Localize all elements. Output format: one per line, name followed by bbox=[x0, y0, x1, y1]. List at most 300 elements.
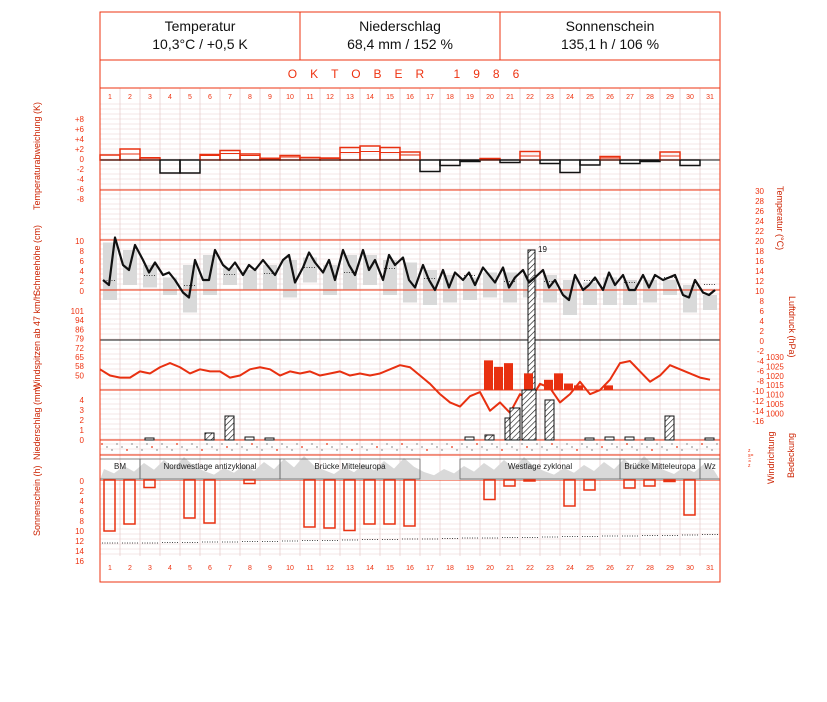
day-label-bottom: 9 bbox=[268, 565, 272, 572]
tick-label-deviation: -8 bbox=[76, 195, 84, 204]
day-label-bottom: 27 bbox=[626, 565, 634, 572]
summary-title-sunshine: Sonnenschein bbox=[565, 18, 655, 34]
precipitation-bar bbox=[665, 416, 674, 440]
temperature-range-bar bbox=[463, 278, 477, 301]
precipitation-bar bbox=[645, 438, 654, 440]
wind-direction-mark bbox=[551, 443, 553, 445]
tick-label-sunshine: 16 bbox=[75, 557, 84, 566]
day-label-top: 6 bbox=[208, 94, 212, 101]
day-label-bottom: 10 bbox=[286, 565, 294, 572]
wind-direction-mark bbox=[506, 443, 508, 445]
weather-type-label: Brücke Mitteleuropa bbox=[314, 462, 386, 471]
tick-label-sunshine: 10 bbox=[75, 527, 84, 536]
sunshine-bar bbox=[664, 480, 675, 482]
tick-label-pressure: 1010 bbox=[766, 390, 784, 400]
tick-label-deviation: 0 bbox=[79, 155, 84, 164]
summary-title-precipitation: Niederschlag bbox=[359, 18, 441, 34]
day-label-bottom: 17 bbox=[426, 565, 434, 572]
wind-direction-mark bbox=[696, 449, 698, 451]
tick-label-precip: 1 bbox=[79, 426, 84, 435]
tick-label-snow: 10 bbox=[75, 237, 84, 246]
wind-direction-row bbox=[101, 443, 718, 451]
day-label-bottom: 22 bbox=[526, 565, 534, 572]
axis-title-snow-depth: Schneehöhe (cm) bbox=[32, 224, 42, 296]
day-label-top: 17 bbox=[426, 94, 434, 101]
tick-label-gusts: 86 bbox=[75, 325, 84, 335]
wind-direction-mark bbox=[191, 443, 193, 445]
wind-direction-mark bbox=[446, 443, 448, 445]
sunshine-bar bbox=[484, 480, 495, 500]
weather-type-label: Brücke Mitteleuropa bbox=[624, 462, 696, 471]
precipitation-bar bbox=[522, 390, 536, 440]
tick-label-temperature: 26 bbox=[755, 207, 764, 216]
wind-direction-mark bbox=[176, 443, 178, 445]
wind-direction-mark bbox=[586, 446, 588, 448]
summary-precipitation bbox=[300, 14, 500, 58]
tick-label-temperature: -12 bbox=[752, 397, 764, 406]
wind-direction-mark bbox=[366, 449, 368, 451]
wind-gust-bar bbox=[554, 373, 563, 390]
wind-gusts bbox=[484, 360, 613, 390]
precipitation-bar bbox=[465, 437, 474, 440]
wind-gust-bar bbox=[494, 367, 503, 390]
wind-direction-mark bbox=[701, 443, 703, 445]
wind-direction-mark bbox=[671, 443, 673, 445]
wind-direction-mark bbox=[111, 449, 113, 451]
day-label-bottom: 25 bbox=[586, 565, 594, 572]
deviation-negative-bar bbox=[440, 160, 460, 166]
wind-direction-mark bbox=[226, 446, 228, 448]
day-label-bottom: 20 bbox=[486, 565, 494, 572]
tick-label-gusts: 79 bbox=[75, 334, 84, 344]
day-label-top: 3 bbox=[148, 94, 152, 101]
wind-direction-mark bbox=[421, 446, 423, 448]
wind-direction-mark bbox=[161, 443, 163, 445]
deviation-negative-bar bbox=[180, 160, 200, 173]
tick-label-sunshine: 14 bbox=[75, 547, 84, 556]
wind-direction-mark bbox=[291, 449, 293, 451]
day-label-bottom: 6 bbox=[208, 565, 212, 572]
axis-title-precip: Niederschlag (mm) bbox=[32, 383, 42, 460]
day-label-top: 22 bbox=[526, 94, 534, 101]
wind-direction-mark bbox=[426, 449, 428, 451]
tick-label-snow: 6 bbox=[79, 257, 84, 266]
wind-direction-mark bbox=[151, 446, 153, 448]
wind-direction-mark bbox=[116, 443, 118, 445]
wind-direction-mark bbox=[121, 446, 123, 448]
tick-label-temperature: -16 bbox=[752, 417, 764, 426]
tick-label-wind-dir: z bbox=[748, 463, 751, 469]
tick-label-sunshine: 8 bbox=[79, 517, 84, 526]
tick-label-pressure: 1030 bbox=[766, 353, 784, 362]
deviation-normal-line bbox=[100, 152, 720, 161]
tick-label-wind-dir: Ξ bbox=[748, 458, 752, 464]
wind-direction-mark bbox=[101, 443, 103, 445]
wind-direction-mark bbox=[136, 446, 138, 448]
sunshine-bar bbox=[384, 480, 395, 524]
tick-label-sunshine: 2 bbox=[79, 487, 84, 496]
deviation-positive-bar bbox=[360, 146, 380, 160]
snow-depth-annotation: 19 bbox=[538, 245, 547, 254]
day-label-bottom: 11 bbox=[306, 565, 314, 572]
sunshine-bar bbox=[124, 480, 135, 524]
day-label-bottom: 18 bbox=[446, 565, 454, 572]
deviation-negative-bar bbox=[540, 160, 560, 164]
day-label-bottom: 1 bbox=[108, 565, 112, 572]
tick-label-temperature: -2 bbox=[756, 347, 764, 356]
wind-direction-mark bbox=[156, 449, 158, 451]
sunshine-bar bbox=[304, 480, 315, 527]
wind-gust-bar bbox=[564, 384, 573, 390]
tick-label-gusts: 58 bbox=[75, 362, 84, 372]
axis-title-cloud: Bedeckung bbox=[786, 432, 796, 478]
tick-label-wind-dir: s= bbox=[748, 453, 754, 459]
deviation-positive-bar bbox=[100, 155, 120, 160]
wind-direction-mark bbox=[566, 443, 568, 445]
deviation-negative-bar bbox=[680, 160, 700, 166]
wind-direction-mark bbox=[441, 449, 443, 451]
weather-type-label: Wz bbox=[704, 462, 716, 471]
tick-label-snow: 8 bbox=[79, 247, 84, 256]
tick-label-deviation: +6 bbox=[74, 125, 84, 134]
tick-label-temperature: 18 bbox=[755, 247, 764, 256]
wind-direction-mark bbox=[331, 446, 333, 448]
tick-label-sunshine: 12 bbox=[75, 537, 84, 546]
tick-label-temperature: -14 bbox=[752, 407, 764, 416]
day-label-top: 5 bbox=[188, 94, 192, 101]
month-title: OKTOBER 1986 bbox=[287, 67, 533, 81]
wind-direction-mark bbox=[396, 449, 398, 451]
wind-direction-mark bbox=[296, 443, 298, 445]
wind-direction-mark bbox=[581, 443, 583, 445]
day-label-bottom: 4 bbox=[168, 565, 172, 572]
tick-label-deviation: -4 bbox=[76, 175, 84, 184]
day-label-bottom: 8 bbox=[248, 565, 252, 572]
weather-type-label: Nordwestlage antizyklonal bbox=[163, 462, 257, 471]
tick-label-precip: 0 bbox=[79, 436, 84, 445]
axis-title-sunshine: Sonnenschein (h) bbox=[32, 465, 42, 536]
tick-label-deviation: -2 bbox=[76, 165, 84, 174]
weather-type-label: Westlage zyklonal bbox=[507, 462, 573, 471]
tick-label-temperature: 4 bbox=[759, 317, 764, 326]
temperature-range-bar bbox=[143, 265, 157, 288]
day-label-bottom: 3 bbox=[148, 565, 152, 572]
wind-direction-mark bbox=[486, 449, 488, 451]
precipitation-bar bbox=[625, 437, 634, 440]
precipitation-bar bbox=[510, 408, 520, 440]
tick-label-snow: 4 bbox=[79, 267, 84, 276]
wind-direction-mark bbox=[606, 449, 608, 451]
wind-direction-mark bbox=[356, 443, 358, 445]
wind-direction-mark bbox=[231, 449, 233, 451]
tick-label-wind-dir: z bbox=[748, 448, 751, 454]
wind-direction-mark bbox=[391, 446, 393, 448]
wind-direction-mark bbox=[686, 443, 688, 445]
day-label-top: 30 bbox=[686, 94, 694, 101]
deviation-negative-bar bbox=[620, 160, 640, 164]
wind-direction-mark bbox=[376, 446, 378, 448]
summary-value-sunshine: 135,1 h / 106 % bbox=[560, 36, 660, 52]
tick-label-temperature: 14 bbox=[755, 267, 764, 276]
day-label-bottom: 31 bbox=[706, 565, 714, 572]
day-label-bottom: 14 bbox=[366, 565, 374, 572]
sunshine-bar bbox=[244, 480, 255, 484]
grid-lines bbox=[100, 88, 720, 556]
wind-direction-mark bbox=[511, 446, 513, 448]
wind-direction-mark bbox=[711, 449, 713, 451]
day-label-bottom: 21 bbox=[506, 565, 514, 572]
wind-gust-bar bbox=[484, 360, 493, 390]
precipitation-bar bbox=[205, 433, 214, 440]
precipitation-bar bbox=[225, 416, 234, 440]
sunshine-bar bbox=[504, 480, 515, 486]
wind-direction-mark bbox=[526, 446, 528, 448]
day-label-bottom: 12 bbox=[326, 565, 334, 572]
tick-label-gusts: 65 bbox=[75, 353, 84, 362]
wind-direction-mark bbox=[406, 446, 408, 448]
wind-direction-mark bbox=[301, 446, 303, 448]
tick-label-temperature: 8 bbox=[759, 297, 764, 306]
day-label-top: 29 bbox=[666, 94, 674, 101]
wind-direction-mark bbox=[556, 446, 558, 448]
sunshine-bar bbox=[364, 480, 375, 524]
wind-direction-mark bbox=[196, 446, 198, 448]
wind-direction-mark bbox=[416, 443, 418, 445]
tick-label-deviation: +2 bbox=[74, 145, 84, 154]
tick-label-pressure: 1005 bbox=[766, 400, 784, 409]
deviation-positive-bar bbox=[280, 156, 300, 161]
tick-label-temperature: -8 bbox=[756, 377, 764, 386]
tick-label-pressure: 1015 bbox=[766, 381, 784, 391]
summary-title-temperature: Temperatur bbox=[164, 18, 236, 34]
wind-direction-mark bbox=[341, 443, 343, 445]
tick-label-gusts: 94 bbox=[75, 316, 84, 326]
day-label-bottom: 15 bbox=[386, 565, 394, 572]
wind-direction-mark bbox=[491, 443, 493, 445]
wind-direction-mark bbox=[501, 449, 503, 451]
wind-direction-mark bbox=[141, 449, 143, 451]
wind-direction-mark bbox=[496, 446, 498, 448]
wind-direction-mark bbox=[651, 449, 653, 451]
wind-direction-mark bbox=[166, 446, 168, 448]
summary-value-precipitation: 68,4 mm / 152 % bbox=[347, 36, 453, 52]
deviation-negative-bar bbox=[560, 160, 580, 173]
tick-label-temperature: 2 bbox=[759, 327, 764, 336]
wind-direction-mark bbox=[476, 443, 478, 445]
summary-value-temperature: 10,3°C / +0,5 K bbox=[152, 36, 248, 52]
tick-label-gusts: 72 bbox=[75, 343, 84, 353]
deviation-negative-bar bbox=[160, 160, 180, 173]
wind-direction-mark bbox=[321, 449, 323, 451]
day-label-top: 28 bbox=[646, 94, 654, 101]
wind-direction-mark bbox=[306, 449, 308, 451]
sunshine-bar bbox=[584, 480, 595, 490]
wind-direction-mark bbox=[401, 443, 403, 445]
wind-direction-mark bbox=[326, 443, 328, 445]
wind-direction-mark bbox=[456, 449, 458, 451]
wind-direction-mark bbox=[126, 449, 128, 451]
wind-direction-mark bbox=[561, 449, 563, 451]
tick-label-deviation: +8 bbox=[74, 115, 84, 124]
tick-label-sunshine: 6 bbox=[79, 507, 84, 516]
tick-label-snow: 0 bbox=[79, 287, 84, 296]
wind-direction-mark bbox=[521, 443, 523, 445]
sunshine-bar bbox=[344, 480, 355, 531]
tick-label-deviation: +4 bbox=[74, 135, 84, 144]
precipitation-bar bbox=[145, 438, 154, 440]
wind-gust-bar bbox=[524, 373, 533, 390]
sunshine-bar bbox=[524, 480, 535, 481]
day-label-top: 16 bbox=[406, 94, 414, 101]
tick-label-temperature: 20 bbox=[755, 237, 764, 246]
wind-direction-mark bbox=[601, 446, 603, 448]
wind-direction-mark bbox=[436, 446, 438, 448]
wind-direction-mark bbox=[386, 443, 388, 445]
wind-gust-bar bbox=[604, 385, 613, 390]
day-label-top: 18 bbox=[446, 94, 454, 101]
wind-direction-mark bbox=[641, 443, 643, 445]
tick-label-precip: 3 bbox=[79, 406, 84, 415]
axis-title-temperature: Temperatur (°C) bbox=[775, 186, 785, 251]
wind-direction-mark bbox=[471, 449, 473, 451]
day-label-bottom: 23 bbox=[546, 565, 554, 572]
wind-direction-mark bbox=[661, 446, 663, 448]
day-label-top: 11 bbox=[306, 94, 314, 101]
day-label-bottom: 19 bbox=[466, 565, 474, 572]
tick-label-pressure: 1000 bbox=[766, 409, 784, 419]
tick-label-temperature: 24 bbox=[755, 217, 764, 226]
precipitation-bar bbox=[485, 435, 494, 440]
wind-direction-mark bbox=[516, 449, 518, 451]
day-label-top: 10 bbox=[286, 94, 294, 101]
wind-direction-mark bbox=[146, 443, 148, 445]
wind-direction-mark bbox=[621, 449, 623, 451]
axis-title-temp-deviation: Temperaturabweichung (K) bbox=[32, 101, 42, 210]
tick-label-gusts: 101 bbox=[70, 307, 84, 316]
wind-direction-mark bbox=[201, 449, 203, 451]
wind-gust-bar bbox=[504, 363, 513, 390]
tick-label-temperature: 10 bbox=[755, 287, 764, 296]
wind-direction-mark bbox=[311, 443, 313, 445]
wind-direction-mark bbox=[221, 443, 223, 445]
temperature-range-bar bbox=[583, 283, 597, 306]
tick-label-precip: 4 bbox=[79, 396, 84, 405]
day-label-bottom: 13 bbox=[346, 565, 354, 572]
day-label-top: 9 bbox=[268, 94, 272, 101]
wind-direction-mark bbox=[261, 449, 263, 451]
wind-direction-mark bbox=[706, 446, 708, 448]
wind-direction-mark bbox=[596, 443, 598, 445]
wind-gust-bar bbox=[544, 380, 553, 390]
wind-direction-mark bbox=[481, 446, 483, 448]
sunshine-bar bbox=[644, 480, 655, 486]
day-label-bottom: 28 bbox=[646, 565, 654, 572]
wind-direction-mark bbox=[451, 446, 453, 448]
wind-direction-mark bbox=[351, 449, 353, 451]
wind-direction-mark bbox=[181, 446, 183, 448]
wind-direction-mark bbox=[371, 443, 373, 445]
tick-label-temperature: 30 bbox=[755, 187, 764, 196]
day-label-bottom: 24 bbox=[566, 565, 574, 572]
day-label-top: 21 bbox=[506, 94, 514, 101]
wind-direction-mark bbox=[236, 443, 238, 445]
tick-label-sunshine: 0 bbox=[79, 477, 84, 486]
wind-direction-mark bbox=[286, 446, 288, 448]
day-label-bottom: 16 bbox=[406, 565, 414, 572]
tick-label-temperature: -4 bbox=[756, 357, 764, 366]
wind-direction-mark bbox=[631, 446, 633, 448]
wind-direction-mark bbox=[361, 446, 363, 448]
sunshine-bar bbox=[104, 480, 115, 531]
day-label-top: 26 bbox=[606, 94, 614, 101]
wind-direction-mark bbox=[316, 446, 318, 448]
axis-title-pressure: Luftdruck (hPa) bbox=[787, 296, 797, 358]
wind-direction-mark bbox=[676, 446, 678, 448]
tick-label-precip: 2 bbox=[79, 416, 84, 425]
day-label-top: 23 bbox=[546, 94, 554, 101]
precipitation-bar bbox=[245, 437, 254, 440]
deviation-negative-bar bbox=[580, 160, 600, 165]
tick-label-temperature: -10 bbox=[752, 387, 764, 396]
weather-type-label: BM bbox=[114, 462, 126, 471]
tick-label-pressure: 1020 bbox=[766, 371, 784, 381]
day-label-top: 15 bbox=[386, 94, 394, 101]
precipitation-bar bbox=[605, 437, 614, 440]
wind-direction-mark bbox=[541, 446, 543, 448]
day-label-top: 1 bbox=[108, 94, 112, 101]
tick-label-gusts: 50 bbox=[75, 371, 84, 381]
sunshine bbox=[102, 480, 718, 543]
temperature-range-bar bbox=[623, 280, 637, 305]
day-label-top: 2 bbox=[128, 94, 132, 101]
wind-direction-mark bbox=[246, 449, 248, 451]
wind-direction-mark bbox=[336, 449, 338, 451]
wind-direction-mark bbox=[646, 446, 648, 448]
wind-direction-mark bbox=[656, 443, 658, 445]
wind-direction-mark bbox=[591, 449, 593, 451]
wind-direction-mark bbox=[716, 443, 718, 445]
day-label-top: 7 bbox=[228, 94, 232, 101]
day-label-top: 27 bbox=[626, 94, 634, 101]
summary-temperature bbox=[100, 14, 300, 58]
sunshine-bar bbox=[684, 480, 695, 515]
wind-direction-mark bbox=[211, 446, 213, 448]
wind-direction-mark bbox=[381, 449, 383, 451]
day-label-bottom: 26 bbox=[606, 565, 614, 572]
sunshine-bar bbox=[204, 480, 215, 523]
temperature-range-bar bbox=[663, 280, 677, 295]
wind-direction-mark bbox=[626, 443, 628, 445]
day-label-bottom: 2 bbox=[128, 565, 132, 572]
tick-label-temperature: 6 bbox=[759, 307, 764, 316]
axis-title-wind-gusts: Windspitzen ab 47 km/h bbox=[32, 293, 42, 390]
day-label-top: 19 bbox=[466, 94, 474, 101]
wind-direction-mark bbox=[571, 446, 573, 448]
wind-direction-mark bbox=[636, 449, 638, 451]
day-label-bottom: 30 bbox=[686, 565, 694, 572]
tick-label-temperature: 12 bbox=[755, 277, 764, 286]
wind-direction-mark bbox=[186, 449, 188, 451]
wind-direction-mark bbox=[576, 449, 578, 451]
day-label-top: 8 bbox=[248, 94, 252, 101]
wind-direction-mark bbox=[616, 446, 618, 448]
deviation-positive-bar bbox=[220, 151, 240, 161]
tick-label-snow: 2 bbox=[79, 277, 84, 286]
day-label-top: 4 bbox=[168, 94, 172, 101]
wind-direction-mark bbox=[216, 449, 218, 451]
wind-direction-mark bbox=[241, 446, 243, 448]
temperature-range-bar bbox=[683, 285, 697, 313]
